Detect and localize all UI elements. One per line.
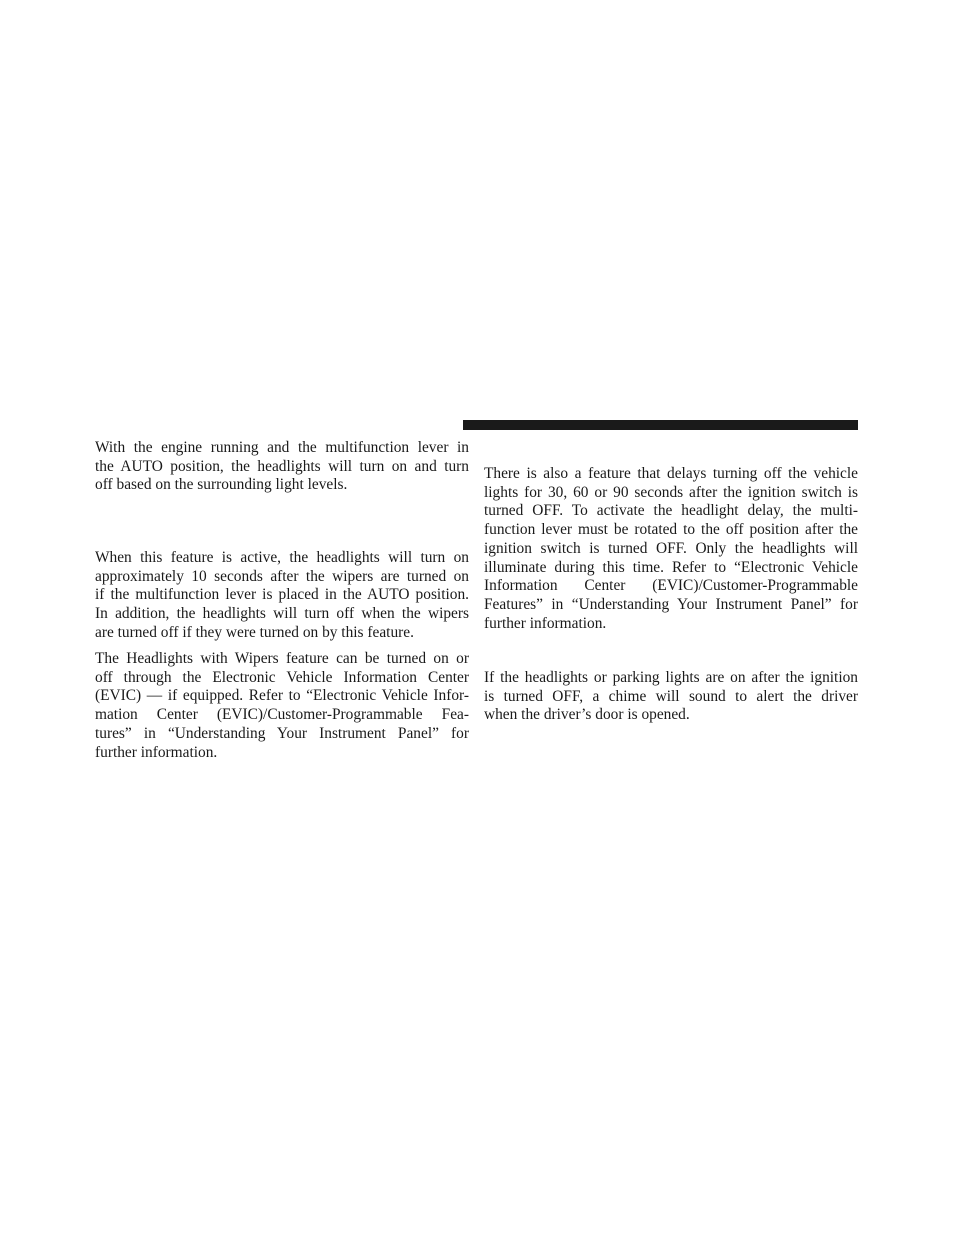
- text-line: off based on the surrounding light levels.: [95, 476, 348, 494]
- auto-headlights-paragraph: [95, 439, 469, 495]
- text-line: There is also a feature that delays turning off the vehicle: [484, 465, 858, 482]
- text-line: function lever must be rotated to the off position after the: [484, 521, 858, 539]
- text-line: if the multifunction lever is placed in the AUTO position.: [95, 586, 469, 604]
- text-line: Features” in “Understanding Your Instrument Panel” for: [484, 595, 858, 613]
- text-line: illuminate during this time. Refer to “Electronic Vehicle: [484, 558, 858, 576]
- text-line: further information.: [484, 614, 607, 632]
- text-line: (EVIC) — if equipped. Refer to “Electronic Vehicle Infor-: [95, 687, 469, 705]
- headlights-with-wipers-paragraph: [95, 549, 469, 643]
- text-line: approximately 10 seconds after the wipers are turned on: [95, 567, 469, 585]
- headlight-delay-paragraph: [484, 465, 858, 633]
- text-line: ignition switch is turned OFF. Only the headlights will: [484, 539, 858, 557]
- text-line: mation Center (EVIC)/Customer-Programmable Fea-: [95, 706, 469, 724]
- text-line: the AUTO position, the headlights will turn on and turn: [95, 457, 469, 475]
- text-line: when the driver’s door is opened.: [484, 706, 690, 724]
- text-line: The Headlights with Wipers feature can be turned on or: [95, 650, 469, 667]
- text-line: are turned off if they were turned on by this feature.: [95, 623, 414, 641]
- text-line: lights for 30, 60 or 90 seconds after the ignition switch is: [484, 483, 858, 501]
- text-line: is turned OFF, a chime will sound to alert the driver: [484, 687, 858, 705]
- text-line: tures” in “Understanding Your Instrument Panel” for: [95, 724, 469, 742]
- text-line: further information.: [95, 743, 218, 761]
- lights-on-chime-paragraph: [484, 669, 858, 725]
- evic-wipers-paragraph: [95, 650, 469, 762]
- text-line: off through the Electronic Vehicle Information Center: [95, 668, 469, 686]
- text-line: When this feature is active, the headlights will turn on: [95, 549, 469, 566]
- section-header-rule: [463, 420, 858, 430]
- text-line: In addition, the headlights will turn off when the wipers: [95, 605, 469, 623]
- text-line: With the engine running and the multifunction lever in: [95, 439, 469, 456]
- text-line: turned OFF. To activate the headlight delay, the multi-: [484, 502, 858, 520]
- text-line: If the headlights or parking lights are on after the ignition: [484, 669, 858, 686]
- text-line: Information Center (EVIC)/Customer-Programmable: [484, 577, 858, 595]
